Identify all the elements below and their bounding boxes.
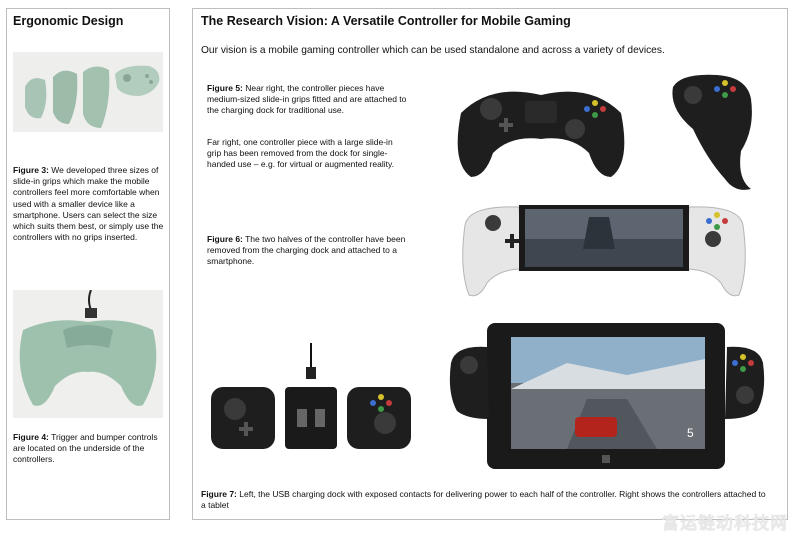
- figure-3-caption: [13, 165, 167, 243]
- usb-charging-dock-image: [205, 343, 417, 455]
- ergonomic-panel: [6, 8, 170, 520]
- grips-photo: [13, 52, 163, 132]
- controllers-on-smartphone-image: [459, 199, 749, 303]
- controller-with-grips-image: [451, 73, 631, 185]
- grips-illustration: [13, 52, 163, 132]
- caption-label: Figure 5:: [207, 83, 243, 93]
- controllers-on-tablet-image: [447, 319, 767, 471]
- figure-4-caption: [13, 432, 167, 466]
- caption-text: Near right, the controller pieces have medium-sized slide-in grips fitted and are attached to the charging dock for traditional use.: [207, 83, 407, 116]
- figure-6-caption: [207, 234, 407, 268]
- caption-label: Figure 3:: [13, 165, 49, 175]
- underside-illustration: [13, 290, 163, 418]
- watermark: 富运链动科技网: [662, 514, 788, 534]
- caption-text: Trigger and bumper controls are located on the underside of the controllers.: [13, 432, 158, 465]
- figure-5-caption-p1: [207, 83, 407, 117]
- controller-underside-photo: [13, 290, 163, 418]
- intro-text: Our vision is a mobile gaming controller which can be used standalone and across a variety of devices.: [201, 45, 665, 56]
- research-vision-panel: [192, 8, 788, 520]
- single-controller-large-grip-image: [667, 69, 763, 193]
- caption-text: The two halves of the controller have been removed from the charging dock and attached to a smartphone.: [207, 234, 406, 267]
- caption-label: Figure 4:: [13, 432, 49, 442]
- panel-title: Ergonomic Design: [13, 14, 124, 28]
- caption-text: We developed three sizes of slide-in grips which make the mobile controllers feel more comfortable when used with a smaller device like a smartphone. Users can select the size which suits them best, or simply use the controllers with no grips inserted.: [13, 165, 164, 243]
- figure-5-caption-p2: Far right, one controller piece with a large slide-in grip has been removed from the dock for single-handed use – e.g. for virtual or augmented reality.: [207, 137, 394, 170]
- caption-label: Figure 6:: [207, 234, 243, 244]
- caption-label: Figure 7:: [201, 489, 237, 499]
- tablet-speed-overlay: 5: [687, 426, 694, 440]
- panel-title: The Research Vision: A Versatile Controller for Mobile Gaming: [201, 14, 571, 28]
- caption-text: Left, the USB charging dock with exposed contacts for delivering power to each half of the controller. Right shows the controllers attached to a tablet: [201, 489, 766, 511]
